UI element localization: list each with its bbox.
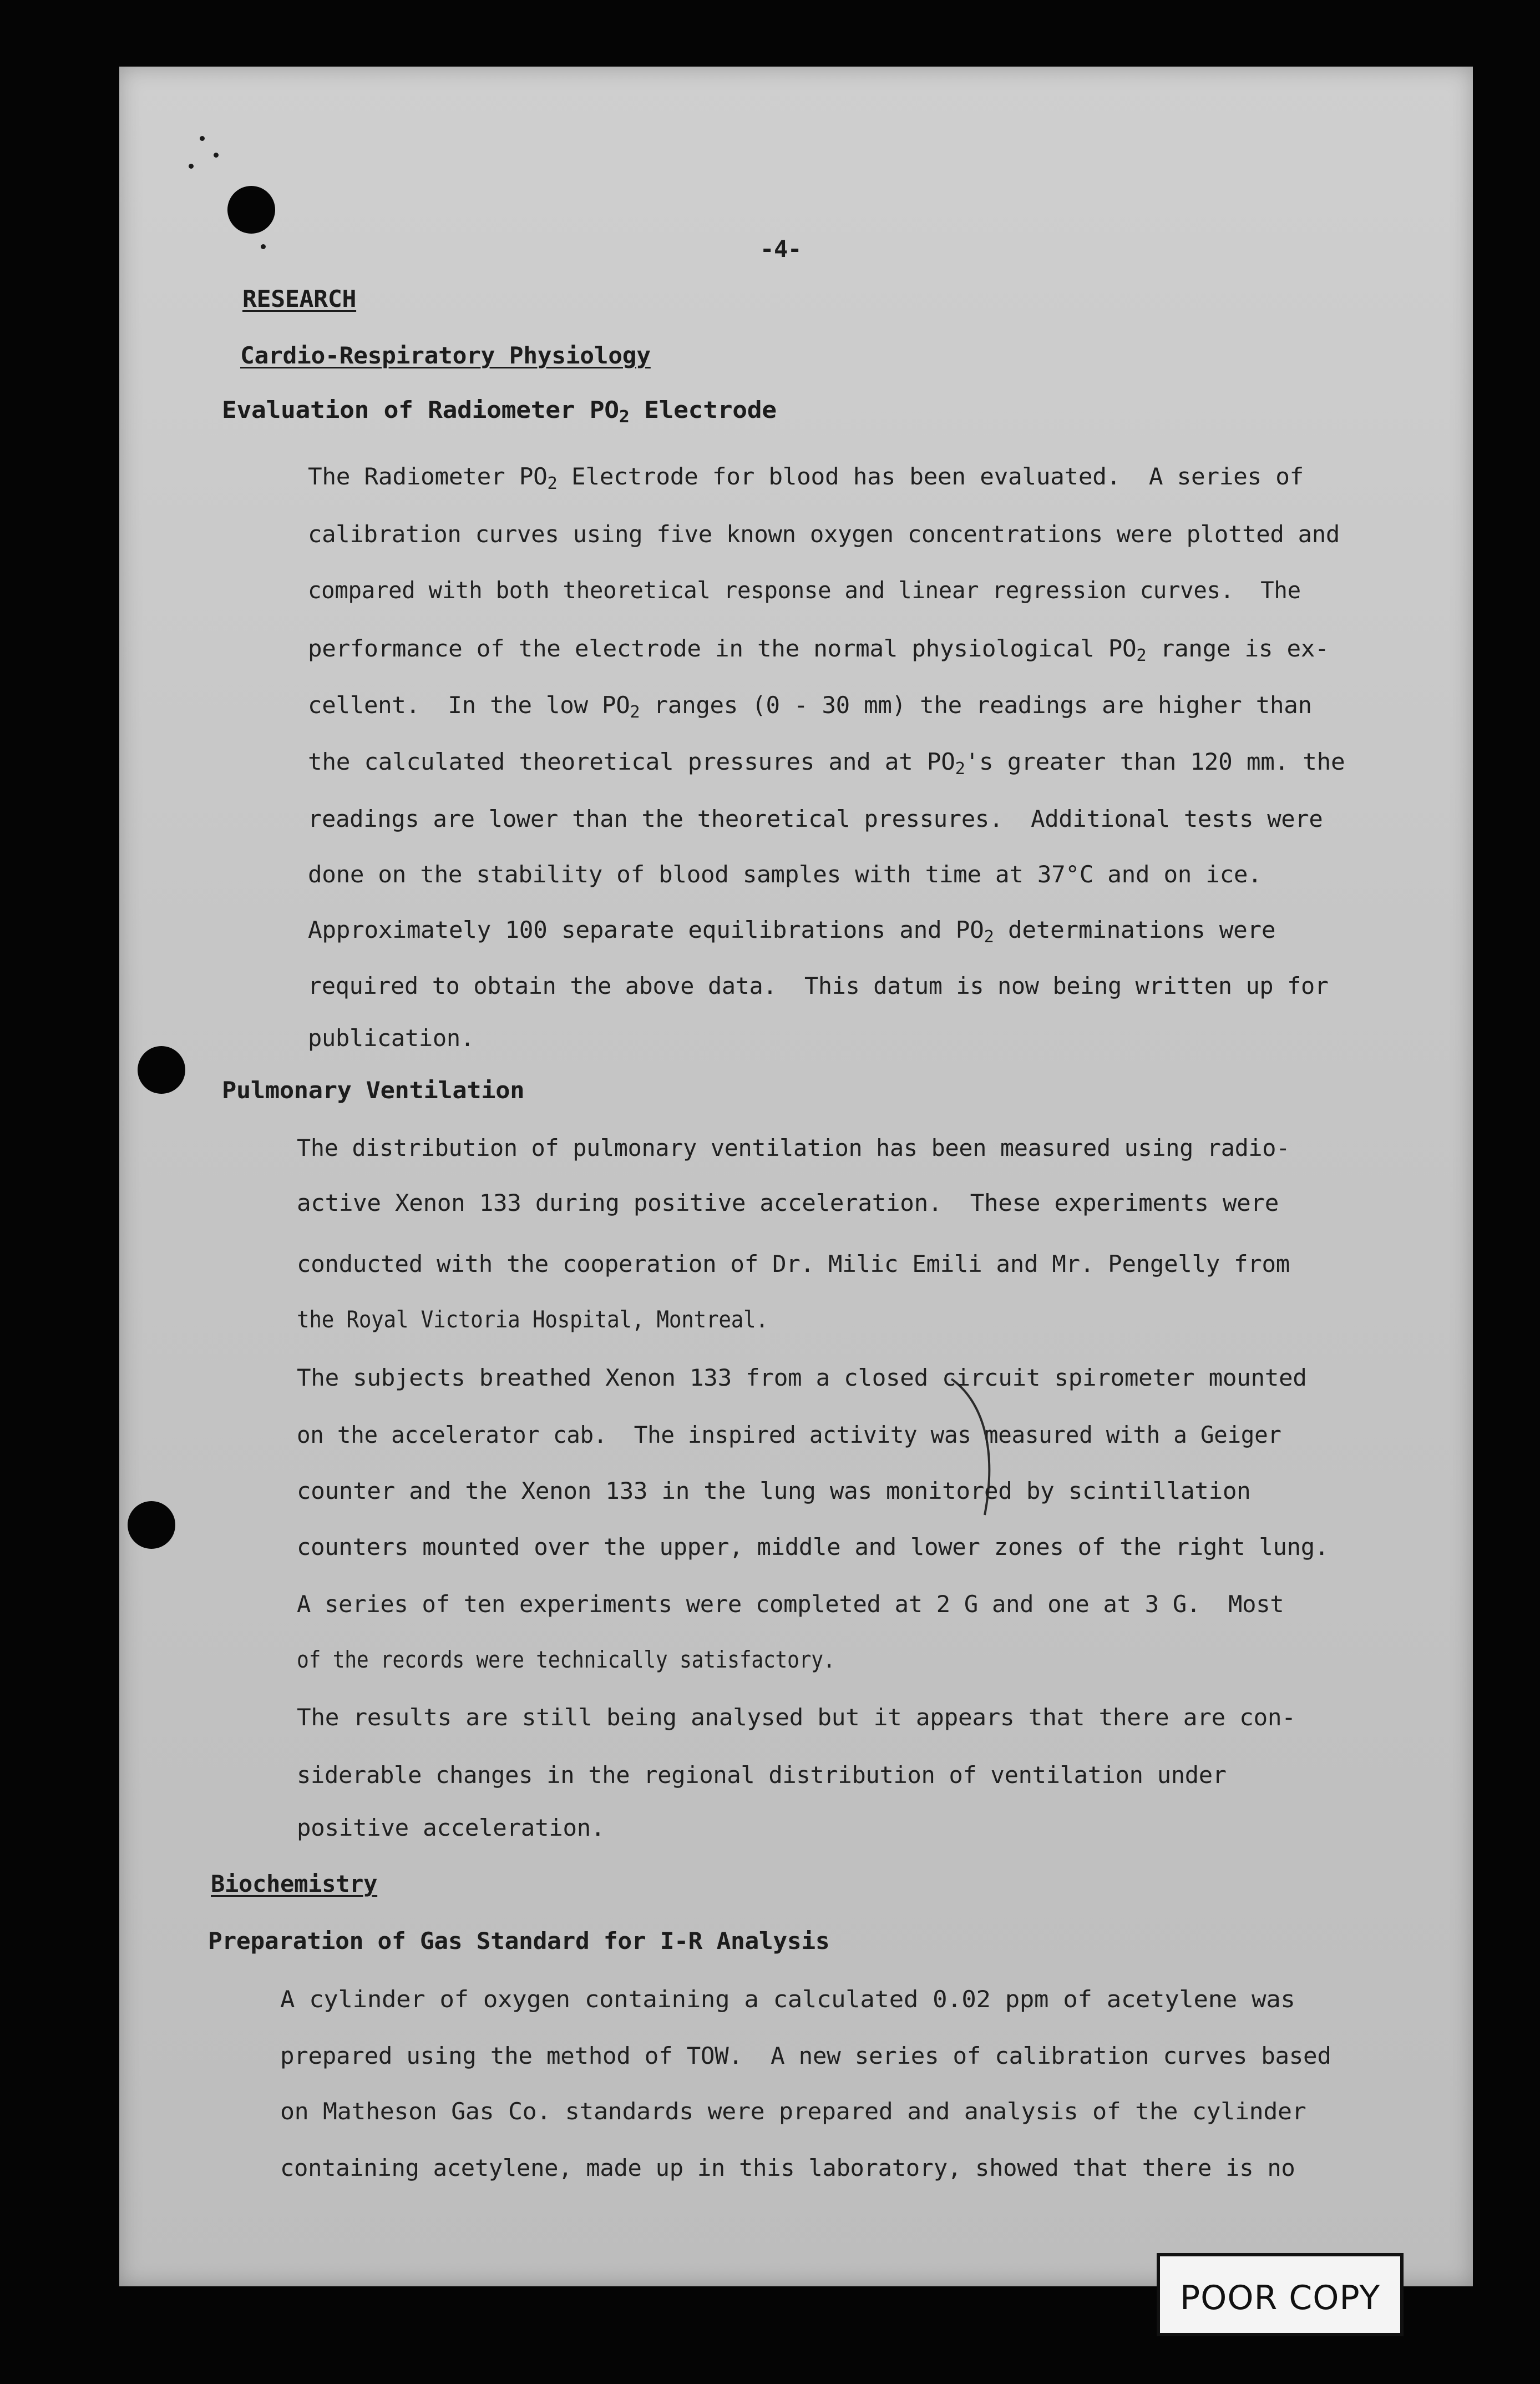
text-run: conducted with the cooperation of Dr. Milic Emili and Mr. Pengelly from bbox=[297, 1250, 1290, 1277]
body-line bbox=[297, 1479, 1250, 1503]
text-run: publication. bbox=[308, 1024, 474, 1052]
text-run: done on the stability of blood samples with time at 37°C and on ice. bbox=[308, 861, 1262, 888]
subscript: 2 bbox=[630, 703, 640, 722]
text-run: The results are still being analysed but it appears that there are con- bbox=[297, 1704, 1296, 1731]
body-line bbox=[297, 1252, 1290, 1276]
text-run: required to obtain the above data. This datum is now being written up for bbox=[308, 972, 1329, 999]
poor-copy-stamp bbox=[1157, 2253, 1404, 2336]
body-line bbox=[308, 1024, 474, 1052]
subscript: 2 bbox=[619, 407, 630, 427]
text-run: Evaluation of Radiometer PO bbox=[222, 396, 619, 423]
body-line bbox=[308, 863, 1262, 886]
text-run: siderable changes in the regional distribution of ventilation under bbox=[297, 1761, 1227, 1789]
body-line bbox=[297, 1816, 605, 1840]
text-run: on Matheson Gas Co. standards were prepared and analysis of the cylinder bbox=[280, 2098, 1306, 2125]
subscript: 2 bbox=[955, 759, 965, 779]
body-line bbox=[308, 523, 1340, 546]
text-run: Electrode for blood has been evaluated. A series of bbox=[557, 463, 1304, 490]
text-run: calibration curves using five known oxygen concentrations were plotted and bbox=[308, 521, 1340, 548]
text-run: performance of the electrode in the normal physiological PO bbox=[308, 635, 1137, 662]
text-run: Preparation of Gas Standard for I-R Analysis bbox=[208, 1927, 830, 1954]
body-line bbox=[308, 748, 1345, 779]
text-run: range is ex- bbox=[1146, 635, 1329, 662]
body-line bbox=[297, 1366, 1307, 1390]
body-line bbox=[280, 1988, 1295, 2011]
text-run: prepared using the method of TOW. A new series of calibration curves based bbox=[280, 2042, 1331, 2069]
text-run: ranges (0 - 30 mm) the readings are higher than bbox=[640, 691, 1312, 719]
text-run: The subjects breathed Xenon 133 from a closed circuit spirometer mounted bbox=[297, 1364, 1307, 1391]
text-run: The distribution of pulmonary ventilation has been measured using radio- bbox=[297, 1134, 1290, 1161]
subscript: 2 bbox=[984, 927, 994, 947]
text-run: determinations were bbox=[994, 916, 1276, 943]
text-run: 's greater than 120 mm. the bbox=[965, 748, 1345, 775]
text-run: Approximately 100 separate equilibrations and PO bbox=[308, 916, 984, 943]
subscript: 2 bbox=[1136, 646, 1147, 665]
research-heading: RESEARCH bbox=[242, 285, 357, 312]
text-run: A cylinder of oxygen containing a calculated 0.02 ppm of acetylene was bbox=[280, 1986, 1295, 2013]
body-line bbox=[308, 974, 1329, 998]
body-line bbox=[297, 1648, 835, 1671]
body-line bbox=[308, 579, 1301, 602]
text-run: compared with both theoretical response and linear regression curves. The bbox=[308, 577, 1301, 604]
text-run: containing acetylene, made up in this laboratory, showed that there is no bbox=[280, 2154, 1295, 2181]
text-run: counter and the Xenon 133 in the lung was monitored by scintillation bbox=[297, 1477, 1251, 1504]
punch-hole-middle bbox=[138, 1046, 185, 1094]
body-line bbox=[297, 1191, 1279, 1215]
subscript: 2 bbox=[547, 474, 558, 493]
punch-hole-bottom bbox=[128, 1501, 175, 1549]
body-line bbox=[308, 691, 1312, 722]
ink-speck bbox=[189, 164, 194, 169]
text-run: cellent. In the low PO bbox=[308, 691, 630, 719]
body-line bbox=[280, 2044, 1331, 2068]
subsection-title bbox=[222, 1079, 524, 1102]
body-line bbox=[297, 1761, 1227, 1789]
body-line bbox=[297, 1533, 1329, 1560]
subsection-title bbox=[208, 1927, 830, 1954]
text-run: The Radiometer PO bbox=[308, 463, 548, 490]
text-run: counters mounted over the upper, middle and lower zones of the right lung. bbox=[297, 1533, 1329, 1560]
section-heading: Cardio-Respiratory Physiology bbox=[240, 342, 651, 369]
body-line bbox=[297, 1706, 1296, 1729]
text-run: A series of ten experiments were completed at 2 G and one at 3 G. Most bbox=[297, 1590, 1284, 1618]
text-run: the Royal Victoria Hospital, Montreal. bbox=[297, 1306, 768, 1333]
text-run: active Xenon 133 during positive acceleration. These experiments were bbox=[297, 1189, 1279, 1216]
punch-hole-top bbox=[227, 186, 275, 234]
text-run: of the records were technically satisfactory. bbox=[297, 1646, 835, 1673]
ink-speck bbox=[200, 136, 205, 141]
text-run: positive acceleration. bbox=[297, 1814, 605, 1841]
body-line bbox=[297, 1590, 1284, 1618]
ink-speck bbox=[261, 244, 266, 249]
text-run: Electrode bbox=[629, 396, 777, 423]
body-line bbox=[297, 1308, 768, 1331]
stamp-label: POOR COPY bbox=[1179, 2279, 1381, 2317]
section-heading: Biochemistry bbox=[211, 1870, 378, 1897]
body-line bbox=[280, 2100, 1306, 2123]
text-run: readings are lower than the theoretical pressures. Additional tests were bbox=[308, 805, 1323, 832]
body-line bbox=[308, 807, 1323, 831]
text-run: Pulmonary Ventilation bbox=[222, 1077, 525, 1104]
text-run: on the accelerator cab. The inspired activity was measured with a Geiger bbox=[297, 1421, 1281, 1448]
body-line bbox=[297, 1134, 1290, 1161]
page-number: -4- bbox=[760, 235, 802, 262]
body-line bbox=[308, 463, 1304, 493]
body-line bbox=[308, 635, 1329, 665]
ink-speck bbox=[214, 153, 219, 158]
body-line bbox=[308, 916, 1276, 947]
body-line bbox=[280, 2156, 1295, 2180]
body-line bbox=[297, 1423, 1281, 1447]
text-run: the calculated theoretical pressures and at PO bbox=[308, 748, 955, 775]
subsection-title bbox=[222, 396, 777, 427]
